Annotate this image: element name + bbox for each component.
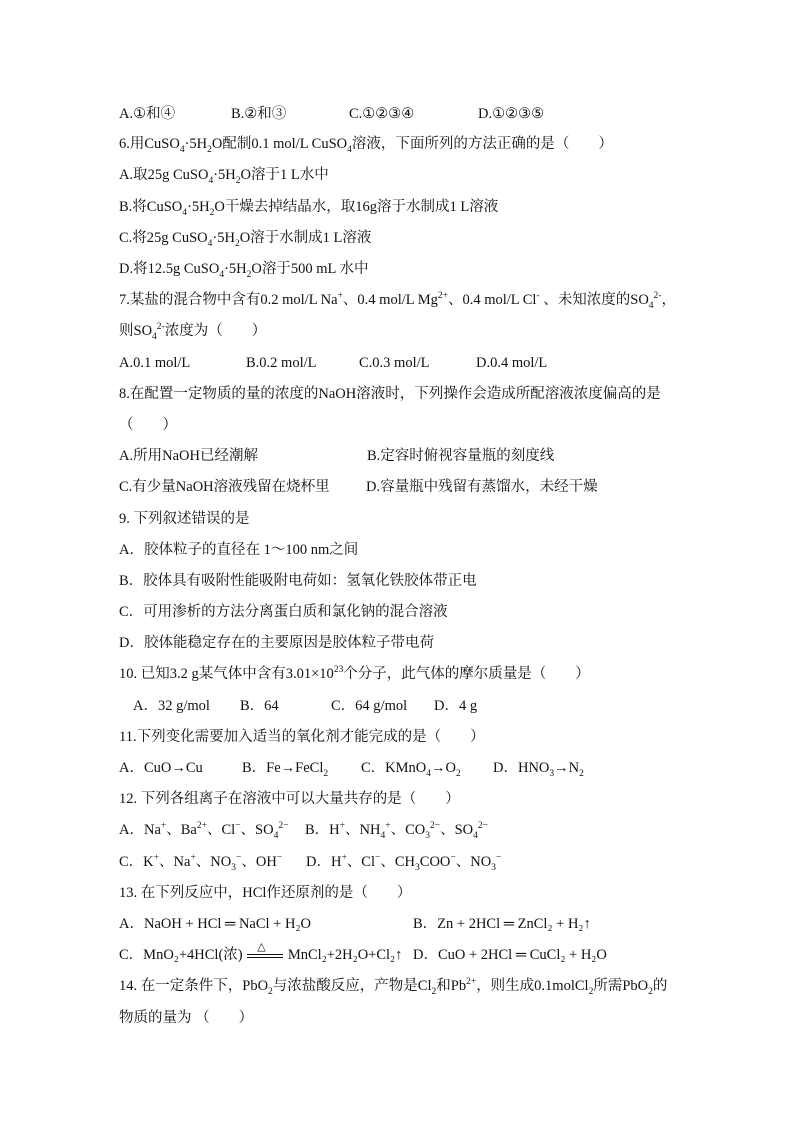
q12-option-a: A．Na+、$Ba^{2+}$、Cl−、$SO_4^{2-}$ bbox=[119, 821, 289, 841]
q11-option-b: B．Fe→FeCl$_2$ bbox=[242, 760, 329, 779]
q12-option-b: B．H+、$NH_4^+$、$CO_3^{2-}$、$SO_4^{2-}$ bbox=[305, 821, 488, 841]
q6-option-c: C.将25g $CuSO_4\cdot 5H_2O$溶于水制成1 L溶液 bbox=[119, 230, 372, 249]
q13-option-a: A．NaOH + HCl ═ NaCl + H₂O bbox=[119, 916, 311, 932]
q13-option-d: D．CuO + 2HCl ═ CuCl₂ + H₂O bbox=[413, 947, 607, 963]
q7-option-c: C.0.3 mol/L bbox=[359, 355, 430, 371]
q8-option-d: D.容量瓶中残留有蒸馏水，未经干燥 bbox=[366, 479, 598, 495]
q11-option-a: A．CuO→Cu bbox=[119, 760, 203, 776]
q10-option-a: A．32 g/mol bbox=[133, 698, 210, 714]
q5-option-d: D.①②③⑤ bbox=[478, 106, 545, 122]
q9-option-c: C．可用渗析的方法分离蛋白质和氯化钠的混合溶液 bbox=[119, 604, 448, 620]
q6-option-d: D.将12.5g $CuSO_4\cdot 5H_2O$溶于500 mL 水中 bbox=[119, 261, 369, 280]
q6-option-b: B.将$CuSO_4\cdot 5H_2O$干燥去掉结晶水，取16g溶于水制成1 L溶液 bbox=[119, 199, 499, 218]
q11-option-d: D．$HNO_3\to N_2$ bbox=[493, 760, 584, 779]
q10-option-b: B．64 bbox=[240, 698, 279, 714]
q11-option-c: C．$KMnO_4\to O_2$ bbox=[361, 760, 461, 779]
q8-paren: （ ） bbox=[119, 417, 177, 433]
q9-stem: 9. 下列叙述错误的是 bbox=[119, 511, 250, 527]
q12-option-d: D．H+、Cl−、$CH_3COO^-$、$NO_3^-$ bbox=[306, 853, 502, 873]
q7-stem-line2: 则$SO_4^{2-}$浓度为（ ） bbox=[119, 322, 267, 342]
q8-option-c: C.有少量NaOH溶液残留在烧杯里 bbox=[119, 479, 330, 495]
q14-stem-line2: 物质的量为 （ ） bbox=[119, 1010, 254, 1026]
q14-stem-line1: 14. 在一定条件下，PbO$_2$与浓盐酸反应，产物是$Cl_2$和$Pb^{2+}$，则生成0.1molCl$_2$所需PbO$_2$的 bbox=[119, 977, 668, 997]
q8-option-a: A.所用NaOH已经潮解 bbox=[119, 448, 258, 464]
q12-option-c: C．K+、Na+、$NO_3^-$、OH− bbox=[119, 853, 283, 873]
q9-option-a: A．胶体粒子的直径在 1～100 nm之间 bbox=[119, 542, 359, 558]
q13-stem: 13. 在下列反应中，HCl作还原剂的是（ ） bbox=[119, 885, 412, 901]
q13-option-b: B．Zn + 2HCl ═ ZnCl₂ + H₂↑ bbox=[413, 916, 591, 932]
q6-stem: 6.用$CuSO_4\cdot 5H_2O$配制0.1 mol/L CuSO$_4$溶液，下面所列的方法正确的是（ ） bbox=[119, 136, 613, 155]
q9-option-b: B．胶体具有吸附性能吸附电荷如：氢氧化铁胶体带正电 bbox=[119, 573, 477, 589]
q5-option-c: C.①②③④ bbox=[349, 106, 415, 122]
q10-option-d: D．4 g bbox=[434, 698, 478, 714]
q8-option-b: B.定容时俯视容量瓶的刻度线 bbox=[367, 448, 555, 464]
q12-stem: 12. 下列各组离子在溶液中可以大量共存的是（ ） bbox=[119, 791, 460, 807]
q8-stem: 8.在配置一定物质的量的浓度的NaOH溶液时，下列操作会造成所配溶液浓度偏高的是 bbox=[119, 386, 661, 402]
q7-option-d: D.0.4 mol/L bbox=[476, 355, 548, 371]
q9-option-d: D．胶体能稳定存在的主要原因是胶体粒子带电荷 bbox=[119, 635, 434, 651]
q7-option-b: B.0.2 mol/L bbox=[246, 355, 317, 371]
heat-equation-sign bbox=[246, 941, 284, 961]
q6-option-a: A.取25g $CuSO_4\cdot 5H_2O$溶于1 L水中 bbox=[119, 167, 329, 186]
q13-option-c: C．MnO₂+4HCl(浓) △ MnCl₂+2H₂O+Cl₂↑ bbox=[119, 946, 402, 964]
q10-option-c: C．64 g/mol bbox=[331, 698, 408, 714]
q5-option-a: A.①和④ bbox=[119, 106, 176, 122]
q10-stem: 10. 已知3.2 g某气体中含有$3.01\times 10^{23}$个分子，此气体的摩尔质量是（ ） bbox=[119, 665, 590, 682]
q7-option-a: A.0.1 mol/L bbox=[119, 355, 191, 371]
q5-option-b: B.②和③ bbox=[231, 106, 287, 122]
heat-symbol: △ bbox=[257, 941, 266, 953]
q7-stem-line1: 7.某盐的混合物中含有0.2 mol/L Na+、0.4 mol/L $Mg^{2+}$、0.4 mol/L Cl- 、未知浓度的$SO_4^{2-}$， bbox=[119, 291, 676, 311]
q11-stem: 11.下列变化需要加入适当的氧化剂才能完成的是（ ） bbox=[119, 729, 485, 745]
